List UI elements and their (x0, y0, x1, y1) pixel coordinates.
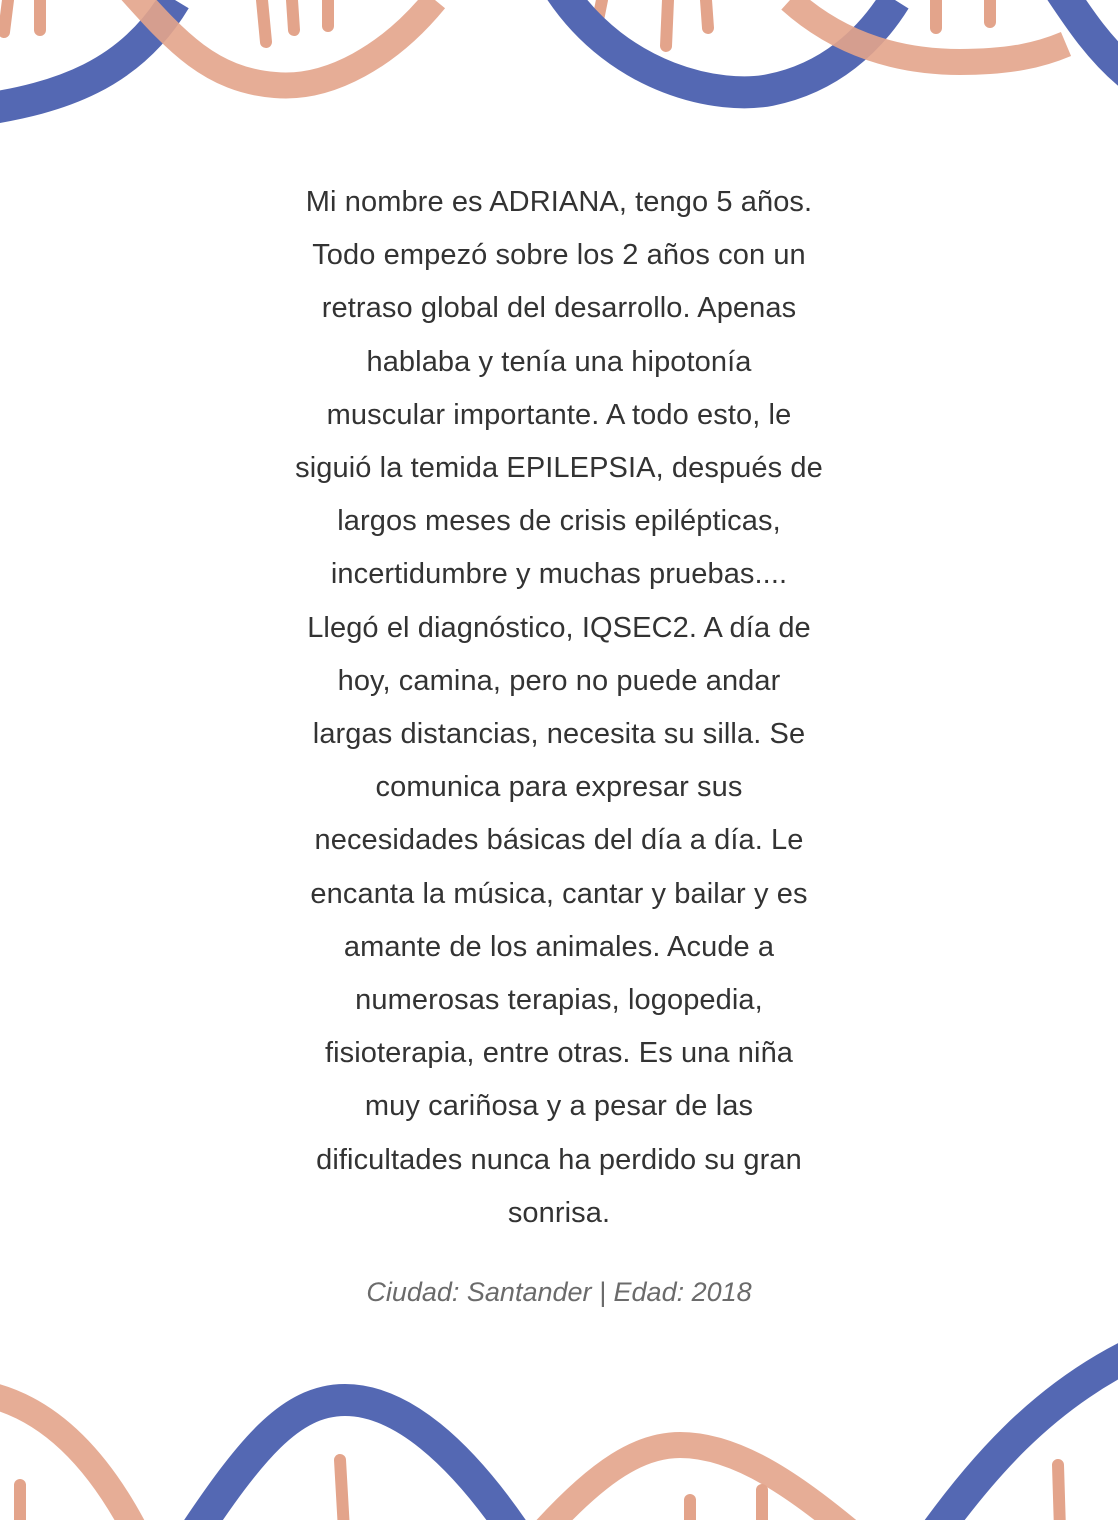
story-line: muy cariñosa y a pesar de las (364, 1090, 754, 1123)
story-line: necesidades básicas del día a día. Le (314, 824, 804, 857)
story-line: hoy, camina, pero no puede andar (337, 664, 781, 697)
story-line: incertidumbre y muchas pruebas.... (330, 558, 788, 591)
story-line: encanta la música, cantar y bailar y es (310, 877, 808, 910)
story-line: amante de los animales. Acude a (343, 930, 775, 963)
story-line: retraso global del desarrollo. Apenas (321, 292, 797, 325)
dna-helix-bottom-decoration (0, 1340, 1118, 1520)
story-line: siguió la temida EPILEPSIA, después de (295, 452, 823, 485)
story-line: Llegó el diagnóstico, IQSEC2. A día de (307, 611, 811, 644)
story-text (250, 176, 868, 1240)
story-line: Mi nombre es ADRIANA, tengo 5 años. (305, 186, 813, 218)
city-age-caption: Ciudad: Santander | Edad: 2018 (366, 1277, 752, 1307)
story-line: muscular importante. A todo esto, le (326, 398, 792, 431)
story-line: dificultades nunca ha perdido su gran (316, 1143, 802, 1176)
story-line: Todo empezó sobre los 2 años con un (312, 239, 806, 272)
story-line: numerosas terapias, logopedia, (355, 984, 763, 1017)
story-line: largos meses de crisis epilépticas, (337, 505, 781, 538)
dna-helix-top-decoration (0, 0, 1118, 140)
story-line: comunica para expresar sus (375, 771, 743, 804)
story-line: largas distancias, necesita su silla. Se (312, 718, 806, 751)
dna-base-pairs-bottom (20, 1460, 1060, 1520)
story-line: hablaba y tenía una hipotonía (366, 345, 752, 378)
story-line: fisioterapia, entre otras. Es una niña (324, 1037, 794, 1070)
dna-strand-peach-bottom (0, 1395, 860, 1520)
story-line: sonrisa. (507, 1196, 611, 1229)
